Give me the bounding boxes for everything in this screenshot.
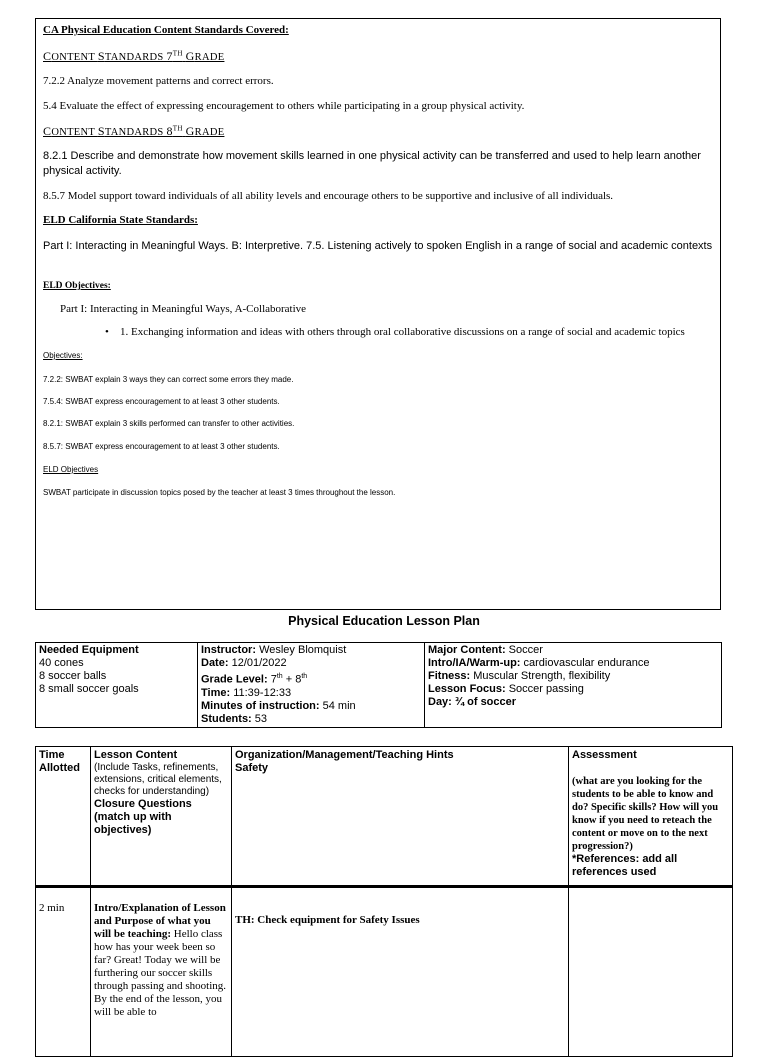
equipment-item: 8 soccer balls <box>39 670 107 682</box>
grade8-standards-heading: CONTENT STANDARDS 8TH GRADE <box>43 124 225 138</box>
instructor-line: Instructor: Wesley Blomquist <box>201 644 347 656</box>
major-content-line: Major Content: Soccer <box>428 644 543 656</box>
date-line: Date: 12/01/2022 <box>201 657 287 669</box>
standards-box <box>35 18 721 610</box>
eld-part1-collaborative: Part I: Interacting in Meaningful Ways, A-Collaborative <box>60 303 307 315</box>
objectives-heading: Objectives: <box>43 351 83 360</box>
eld-objectives2-heading: ELD Objectives <box>43 465 99 474</box>
fitness-line: Fitness: Muscular Strength, flexibility <box>428 670 611 682</box>
objective-8-2-1: 8.2.1: SWBAT explain 3 skills performed can transfer to other activities. <box>43 419 295 428</box>
lesson-content-table <box>35 746 733 1057</box>
eld-objective: SWBAT participate in discussion topics posed by the teacher at least 3 times throughout the lesson. <box>43 488 396 497</box>
lesson-info-table <box>35 642 722 728</box>
equipment-label: Needed Equipment <box>39 644 139 656</box>
row-organization: TH: Check equipment for Safety Issues <box>232 887 569 1057</box>
equipment-item: 8 small soccer goals <box>39 683 139 695</box>
objective-7-5-4: 7.5.4: SWBAT express encouragement to at least 3 other students. <box>43 397 280 406</box>
time-line: Time: 11:39-12:33 <box>201 686 292 699</box>
objective-7-2-2: 7.2.2: SWBAT explain 3 ways they can correct some errors they made. <box>43 375 294 384</box>
objective-8-5-7: 8.5.7: SWBAT express encouragement to at least 3 other students. <box>43 442 280 451</box>
organization-header: Organization/Management/Teaching Hints Safety <box>232 747 569 887</box>
minutes-line: Minutes of instruction: 54 min <box>201 699 356 712</box>
lesson-plan-title: Physical Education Lesson Plan <box>288 614 480 628</box>
day-line: Day: ¾ of soccer <box>428 696 517 708</box>
row-time: 2 min <box>36 887 91 1057</box>
assessment-header: Assessment (what are you looking for the students to be able to know and do? Specific skills? How will you know if you need to reteach the content or move on to the next progression?) *References: add all references used <box>569 747 733 887</box>
eld-standards-heading: ELD California State Standards: <box>43 214 198 226</box>
equipment-item: 40 cones <box>39 657 84 669</box>
standard-8-2-1: 8.2.1 Describe and demonstrate how movement skills learned in one physical activity can be transferred and used to help learn another physical activity. <box>43 150 701 177</box>
instructor-cell <box>198 643 425 728</box>
students-line: Students: 53 <box>201 712 268 725</box>
standard-7-2-2: 7.2.2 Analyze movement patterns and correct errors. <box>43 75 274 87</box>
time-allotted-header: Time Allotted <box>36 747 91 887</box>
row-assessment <box>569 887 733 1057</box>
lesson-content-header: Lesson Content (Include Tasks, refinements, extensions, critical elements, checks for understanding) Closure Questions (match up with objectives) <box>91 747 232 887</box>
standard-5-4: 5.4 Evaluate the effect of expressing encouragement to others while participating in a group physical activity. <box>43 100 525 112</box>
eld-objectives-heading: ELD Objectives: <box>43 281 111 291</box>
standards-title: CA Physical Education Content Standards Covered: <box>43 24 289 36</box>
intro-line: Intro/IA/Warm-up: cardiovascular endurance <box>428 657 650 669</box>
eld-bullet-text: 1. Exchanging information and ideas with others through oral collaborative discussions on a range of social and academic topics <box>120 326 685 338</box>
bullet-icon: • <box>105 326 109 338</box>
table-row <box>36 887 733 1057</box>
equipment-cell <box>36 643 198 728</box>
standard-8-5-7: 8.5.7 Model support toward individuals of all ability levels and encourage others to be supportive and inclusive of all individuals. <box>43 190 614 202</box>
content-cell <box>425 643 722 728</box>
eld-part1-interpretive: Part I: Interacting in Meaningful Ways. B: Interpretive. 7.5. Listening actively to spoken English in a range of social and academic contexts <box>43 240 713 252</box>
row-lesson-content: Intro/Explanation of Lesson and Purpose of what you will be teaching: Hello class how has your week been so far? Great! Today we will be furthering our soccer skills through passing and shooting. By the end of the lesson, you will be able to <box>91 887 232 1057</box>
grade7-standards-heading: CONTENT STANDARDS 7TH GRADE <box>43 49 225 63</box>
focus-line: Lesson Focus: Soccer passing <box>428 683 584 695</box>
grade-line: Grade Level: 7th + 8th <box>201 673 308 686</box>
